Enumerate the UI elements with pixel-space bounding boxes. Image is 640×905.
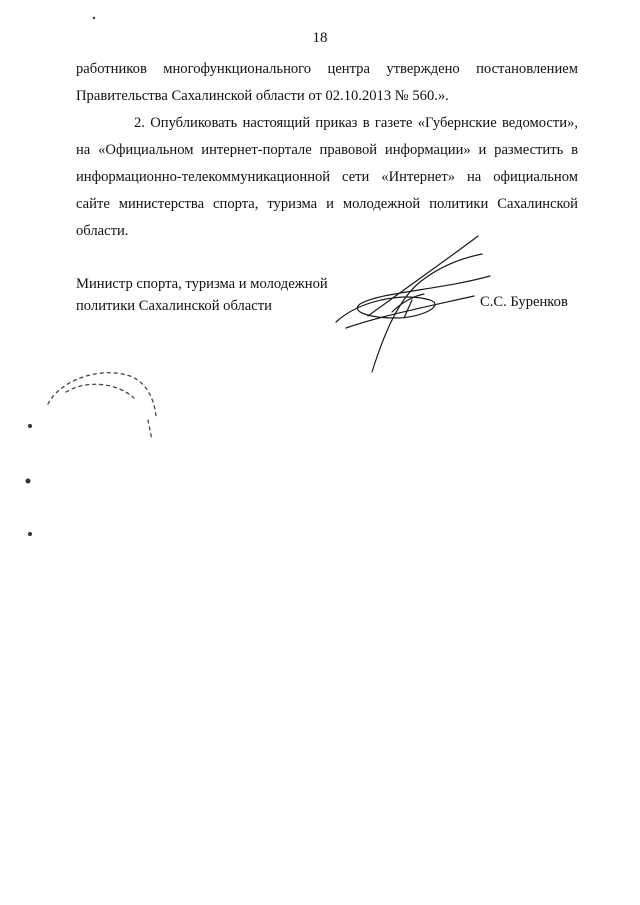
body-text-line: сайте министерства спорта, туризма и молодежной политики Сахалинской xyxy=(76,196,578,212)
stamp-speck xyxy=(26,479,31,484)
body-text-line: 2. Опубликовать настоящий приказ в газете «Губернские ведомости», xyxy=(134,115,578,131)
stamp-speck xyxy=(93,17,95,19)
body-text-line: на «Официальном интернет-портале правовой информации» и разместить в xyxy=(76,142,578,158)
stamp-speck xyxy=(28,424,32,428)
signatory-title-line-1: Министр спорта, туризма и молодежной xyxy=(76,276,328,292)
signatory-name: С.С. Буренков xyxy=(480,294,568,310)
body-text-line: Правительства Сахалинской области от 02.10.2013 № 560.». xyxy=(76,88,449,104)
page-number: 18 xyxy=(312,30,328,46)
body-text-line: работников многофункционального центра утверждено постановлением xyxy=(76,61,578,77)
body-text-line: информационно-телекоммуникационной сети «Интернет» на официальном xyxy=(76,169,578,185)
signatory-title-line-2: политики Сахалинской области xyxy=(76,298,272,314)
stamp-speck xyxy=(28,532,32,536)
body-text-line: области. xyxy=(76,223,129,239)
